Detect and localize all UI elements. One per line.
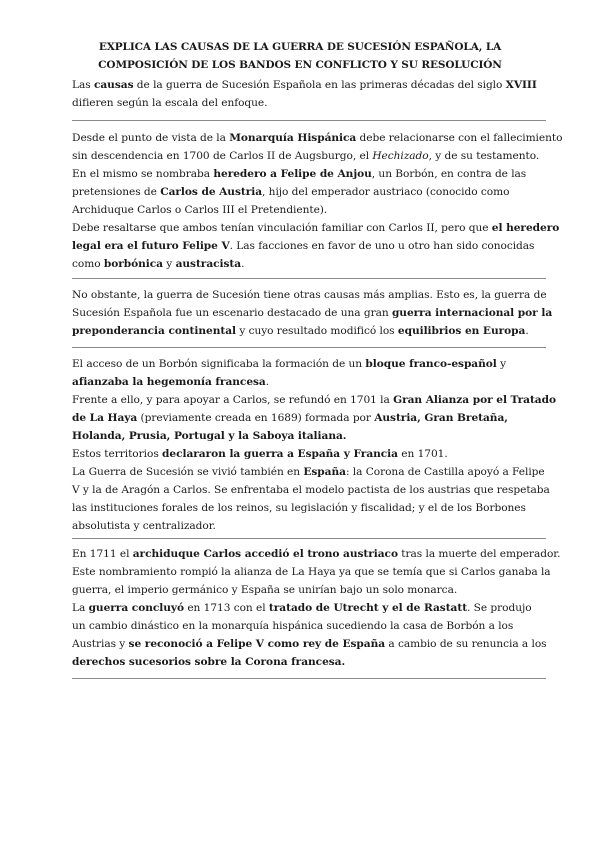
bold-text: legal era el futuro Felipe V <box>72 240 230 252</box>
text-run: En 1711 el <box>72 548 133 560</box>
text-run: y <box>496 358 507 370</box>
bold-text: archiduque Carlos accedió el trono austriaco <box>132 548 398 560</box>
text-run: Frente a ello, y para apoyar a Carlos, se refundó en 1701 la <box>72 394 394 406</box>
section-resolucion <box>72 545 561 671</box>
text-run: V y la de Aragón a Carlos. Se enfrentaba el modelo pactista de los austrias que respetaba <box>72 484 550 496</box>
text-line <box>72 545 561 563</box>
text-line <box>72 445 550 463</box>
text-run: tras la muerte del emperador. <box>397 548 561 560</box>
text-run: . Se produjo <box>467 602 532 614</box>
text-line <box>72 635 550 653</box>
bold-text: guerra concluyó <box>88 602 185 614</box>
text-run: debe relacionarse con el fallecimiento <box>356 132 563 144</box>
text-line <box>72 183 550 201</box>
bold-text: equilibrios en Europa <box>397 325 526 337</box>
text-run: No obstante, la guerra de Sucesión tiene otras causas más amplias. Esto es, la guerra de <box>72 289 547 301</box>
text-run: , hijo del emperador austriaco (conocido como <box>262 186 510 198</box>
bold-text: Austria, Gran Bretaña, <box>374 412 508 424</box>
text-line <box>72 165 550 183</box>
section-divider <box>72 538 546 539</box>
bold-text: preponderancia continental <box>72 325 236 337</box>
section-divider <box>72 347 546 348</box>
bold-text: causas <box>93 79 134 91</box>
text-run: En el mismo se nombraba <box>72 168 214 180</box>
text-run: (previamente creada en 1689) formada por <box>137 412 375 424</box>
section-monarquia-hispanica <box>72 129 563 273</box>
text-line <box>72 219 560 237</box>
bold-text: borbónica <box>103 258 163 270</box>
text-line <box>72 373 550 391</box>
title-line-1: EXPLICA LAS CAUSAS DE LA GUERRA DE SUCESIÓN ESPAÑOLA, LA <box>98 41 502 53</box>
bold-text: tratado de Utrecht y el de Rastatt <box>268 602 468 614</box>
text-run: en 1713 con el <box>184 602 269 614</box>
text-run: Debe resaltarse que ambos tenían vinculación familiar con Carlos II, pero que <box>72 222 492 234</box>
text-run: , un Borbón, en contra de las <box>371 168 527 180</box>
text-line <box>72 76 550 94</box>
text-run: guerra, el imperio germánico y España se unirían bajo un solo monarca. <box>72 584 458 596</box>
text-run: difieren según la escala del enfoque. <box>72 97 268 109</box>
text-line <box>72 517 550 535</box>
text-line <box>72 304 553 322</box>
section-divider <box>72 278 546 279</box>
bold-text: afianzaba la hegemonía francesa <box>72 376 266 388</box>
text-line <box>72 599 550 617</box>
bold-text: derechos sucesorios sobre la Corona francesa. <box>72 656 346 668</box>
text-run: : la Corona de Castilla apoyó a Felipe <box>345 466 545 478</box>
bold-text: Holanda, Prusia, Portugal y la Saboya italiana. <box>72 430 347 442</box>
text-line <box>72 286 550 304</box>
text-line <box>72 322 550 340</box>
text-run: y <box>162 258 176 270</box>
text-run: las instituciones forales de los reinos, su legislación y fiscalidad; y el de los Borbones <box>72 502 526 514</box>
text-line <box>72 653 550 671</box>
bold-text: austracista <box>175 258 242 270</box>
title-line-2: COMPOSICIÓN DE LOS BANDOS EN CONFLICTO Y SU RESOLUCIÓN <box>98 59 502 71</box>
text-run: . Las facciones en favor de uno u otro han sido conocidas <box>229 240 535 252</box>
intro-paragraph <box>72 76 550 112</box>
text-run: . <box>241 258 245 270</box>
text-line <box>72 481 550 499</box>
text-line <box>72 563 550 581</box>
text-line <box>72 391 556 409</box>
text-line <box>72 617 550 635</box>
bold-text: el heredero <box>491 222 560 234</box>
section-causas-internacionales <box>72 286 553 340</box>
bold-text: heredero a Felipe de Anjou <box>213 168 372 180</box>
document-title <box>60 38 540 74</box>
text-line <box>72 201 550 219</box>
bold-text: guerra internacional por la <box>391 307 553 319</box>
text-run: La <box>72 602 89 614</box>
section-divider <box>72 678 546 679</box>
bold-text: XVIII <box>505 79 537 91</box>
text-run: de la guerra de Sucesión Española en las primeras décadas del siglo <box>133 79 506 91</box>
text-run: La Guerra de Sucesión se vivió también en <box>72 466 304 478</box>
text-line <box>72 409 550 427</box>
text-run: sin descendencia en 1700 de Carlos II de Augsburgo, el <box>72 150 373 162</box>
text-run: . <box>265 376 270 388</box>
text-run: y cuyo resultado modificó los <box>236 325 398 337</box>
text-run: Desde el punto de vista de la <box>72 132 230 144</box>
text-run: como <box>72 258 104 270</box>
text-run: Sucesión Española fue un escenario destacado de una gran <box>72 307 392 319</box>
bold-text: declararon la guerra a España y Francia <box>162 448 398 460</box>
section-divider <box>72 120 546 121</box>
text-line <box>72 129 563 147</box>
text-run: , y de su testamento. <box>428 150 540 162</box>
text-line <box>72 147 550 165</box>
text-run: absolutista y centralizador. <box>72 520 216 532</box>
text-run: El acceso de un Borbón significaba la formación de un <box>72 358 366 370</box>
bold-text: Carlos de Austria <box>160 186 263 198</box>
bold-text: Monarquía Hispánica <box>229 132 357 144</box>
text-run: pretensiones de <box>72 186 161 198</box>
text-run: un cambio dinástico en la monarquía hispánica sucediendo la casa de Borbón a los <box>72 620 514 632</box>
text-line <box>72 463 550 481</box>
text-run: Estos territorios <box>72 448 163 460</box>
text-run: a cambio de su renuncia a los <box>385 638 547 650</box>
text-run: Este nombramiento rompió la alianza de La Haya ya que se temía que si Carlos ganaba la <box>72 566 551 578</box>
text-run: . <box>525 325 529 337</box>
text-line <box>72 355 550 373</box>
text-line <box>72 499 550 517</box>
text-run: en 1701. <box>397 448 448 460</box>
text-line <box>72 94 550 112</box>
section-bandos <box>72 355 556 535</box>
text-line <box>72 427 550 445</box>
text-line <box>72 255 550 273</box>
text-run: Austrias y <box>72 638 129 650</box>
bold-text: Gran Alianza por el Tratado <box>393 394 556 406</box>
bold-text: de La Haya <box>72 412 138 424</box>
italic-text: Hechizado <box>372 150 429 162</box>
bold-text: España <box>303 466 346 478</box>
text-line <box>72 237 550 255</box>
bold-text: se reconoció a Felipe V como rey de España <box>128 638 386 650</box>
text-line <box>72 581 550 599</box>
bold-text: bloque franco-español <box>365 358 497 370</box>
text-run: Archiduque Carlos o Carlos III el Pretendiente). <box>72 204 328 216</box>
text-run: Las <box>72 79 94 91</box>
